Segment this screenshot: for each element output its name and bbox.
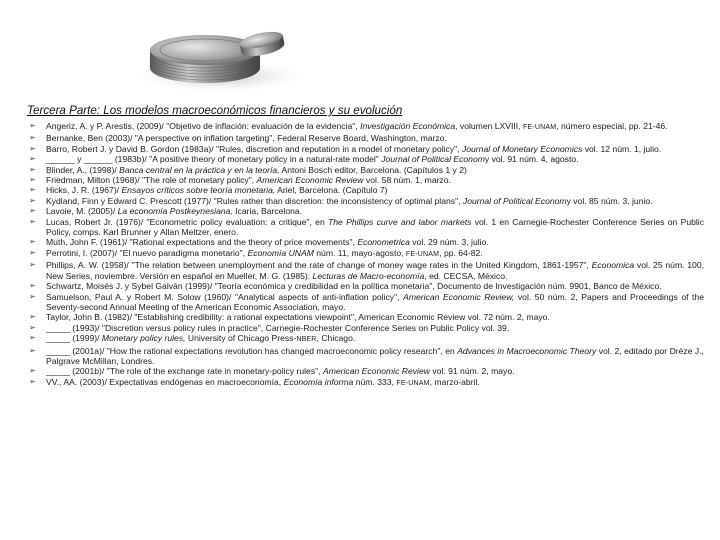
reference-text: vol. 29 núm. 3, julio. xyxy=(409,237,489,248)
arrow-bullet-icon: ➢ xyxy=(29,237,36,247)
arrow-bullet-icon: ➢ xyxy=(29,376,36,386)
reference-text: vol. 50 núm. 2, Papers and Proceedings of the Seventy-second Annual Meeting of the American Economic Association, mayo. xyxy=(46,291,704,312)
reference-title: American Economic Review xyxy=(322,366,430,377)
reference-text: Hicks, J. R. (1967)/ xyxy=(46,185,122,196)
reference-text: , ed. CECSA, México. xyxy=(424,270,508,281)
reference-item xyxy=(29,175,704,186)
reference-list xyxy=(29,121,705,389)
reference-title: Econometrica xyxy=(357,237,410,248)
reference-item xyxy=(29,121,704,133)
arrow-bullet-icon: ➢ xyxy=(29,322,36,332)
arrow-bullet-icon: ➢ xyxy=(29,154,36,164)
reference-title: La economía Postkeynesiana, xyxy=(117,206,233,217)
reference-text: NBER xyxy=(296,336,317,344)
reference-item xyxy=(29,195,704,206)
reference-text: Samuelson, Paul A. y Robert M. Solow (1960)/ "Analytical aspects of anti-inflation policy", xyxy=(46,291,404,302)
reference-text: vol. 91 núm. 2, mayo. xyxy=(429,366,515,377)
reference-item xyxy=(29,216,705,238)
reference-text: y vol. 91 núm. 4, agosto. xyxy=(484,154,579,165)
reference-title: American Economic Review, xyxy=(403,291,515,302)
reference-item xyxy=(29,312,704,323)
reference-title: Investigación Económica xyxy=(360,121,456,131)
arrow-bullet-icon: ➢ xyxy=(29,133,36,143)
reference-text: , número especial, pp. 21-46. xyxy=(556,121,668,131)
reference-text: vol. 12 núm. 1, julio. xyxy=(582,143,662,154)
arrow-bullet-icon: ➢ xyxy=(29,260,36,270)
reference-text: _____ (2001a)/ "How the rational expectations revolution has changed macroeconomic policy research", en xyxy=(46,345,458,356)
reference-item xyxy=(29,206,704,217)
reference-item xyxy=(29,143,704,154)
reference-text: University of Chicago Press- xyxy=(185,333,297,344)
reference-text: Barro, Robert J. y David B. Gordon (1983a)/ "Rules, discretion and reputation in a model of monetary policy", xyxy=(46,143,462,154)
reference-text: vol. 2, editado por Drèze J., Palgrave McMillan, Londres. xyxy=(46,345,704,366)
reference-title: Ensayos críticos sobre teoría monetaria, xyxy=(121,185,276,196)
reference-item xyxy=(29,376,704,389)
reference-text: Phillips, A. W. (1958)/ "The relation between unemployment and the rate of change of money wage rates in the United Kingdom, 1861-1957", xyxy=(46,260,592,271)
reference-text: Icaria, Barcelona. xyxy=(232,206,303,217)
arrow-bullet-icon: ➢ xyxy=(29,206,36,216)
reference-text: y vol. 85 núm. 3, junio. xyxy=(566,195,653,206)
arrow-bullet-icon: ➢ xyxy=(29,195,36,205)
arrow-bullet-icon: ➢ xyxy=(29,366,36,376)
arrow-bullet-icon: ➢ xyxy=(29,121,36,130)
reference-item xyxy=(29,247,704,260)
reference-text: FE-UNAM xyxy=(405,250,440,258)
reference-text: Taylor, John B. (1982)/ "Establishing credibility: a rational expectations viewpoint", American Economic Review vol. 72 núm. 2, mayo. xyxy=(46,312,550,323)
reference-title: American Economic Review xyxy=(256,175,364,186)
arrow-bullet-icon: ➢ xyxy=(29,345,36,355)
coin-stack-image xyxy=(110,4,310,99)
reference-text: Blinder, A., (1998)/ xyxy=(46,164,120,175)
reference-item xyxy=(29,291,704,313)
reference-item xyxy=(29,164,704,175)
reference-text: ______ y ______ (1983b)/ "A positive theory of monetary policy in a natural-rate model" xyxy=(46,154,382,165)
reference-item xyxy=(29,154,704,165)
reference-title: Monetary policy rules, xyxy=(101,333,186,344)
reference-text: Ariel, Barcelona. (Capítulo 7) xyxy=(275,185,388,196)
reference-title: Banca central en la práctica y en la teoría, xyxy=(119,164,280,175)
reference-title: Journal of Monetary Economics xyxy=(461,143,583,154)
reference-text: Lucas, Robert Jr. (1976)/ "Econometric policy evaluation: a critique", en xyxy=(46,216,328,227)
reference-title: Economía UNAM xyxy=(247,247,314,258)
reference-title: Journal of Political Econom xyxy=(381,154,485,165)
arrow-bullet-icon: ➢ xyxy=(29,175,36,185)
reference-title: Lecturas de Macro-economía xyxy=(312,270,425,281)
reference-text: FE-UNAM xyxy=(522,124,557,131)
reference-text: Kydland, Finn y Edward C. Prescott (1977)/ "Rules rather than discretion: the inconsistency of optimal plans", xyxy=(46,195,463,206)
reference-text: Bernanke, Ben (2003)/ "A perspective on inflation targeting", Federal Reserve Board, Washington, marzo. xyxy=(46,133,447,144)
reference-text: , marzo-abril. xyxy=(429,376,480,387)
reference-text: Friedman, Milton (1968)/ "The role of monetary policy", xyxy=(46,175,257,186)
reference-text: , volumen LXVIII, xyxy=(455,121,523,131)
reference-title: The Phillips curve and labor markets xyxy=(328,216,472,227)
reference-item xyxy=(29,345,704,367)
arrow-bullet-icon: ➢ xyxy=(29,185,36,195)
arrow-bullet-icon: ➢ xyxy=(29,312,36,322)
reference-title: Economía informa xyxy=(283,376,354,387)
reference-title: Advances in Macroeconomic Theory xyxy=(457,345,597,356)
reference-text: vol. 1 en Carnegie-Rochester Conference Series on Public Policy, comps. Karl Brunner y Allan Meltzer, enero. xyxy=(46,216,705,238)
reference-text: Muth, John F. (1961)/ "Rational expectations and the theory of price movements", xyxy=(46,237,358,248)
reference-text: vol. 25 núm. 100, New Series, noviembre. Versión en español en Mueller, M. G. (1985): xyxy=(46,260,704,281)
reference-item xyxy=(29,366,704,377)
arrow-bullet-icon: ➢ xyxy=(29,216,36,226)
reference-item xyxy=(29,260,704,281)
reference-text: núm. 333, xyxy=(353,376,397,387)
arrow-bullet-icon: ➢ xyxy=(29,247,36,257)
reference-text: Lavoie, M. (2005)/ xyxy=(46,206,118,217)
arrow-bullet-icon: ➢ xyxy=(29,291,36,301)
reference-text: Perrotini, I. (2007)/ "El nuevo paradigma monetario", xyxy=(46,247,248,258)
reference-title: Journal of Political Econom xyxy=(462,195,567,206)
reference-text: FE-UNAM xyxy=(396,379,430,387)
arrow-bullet-icon: ➢ xyxy=(29,333,36,343)
reference-text: Antoni Bosch editor, Barcelona. (Capítulos 1 y 2) xyxy=(279,164,467,175)
reference-title: Economica xyxy=(591,260,635,271)
reference-text: , pp. 64-82. xyxy=(439,247,483,258)
reference-text: , Chicago. xyxy=(316,333,356,344)
reference-item xyxy=(29,281,704,292)
reference-text: núm. 11, mayo-agosto, xyxy=(313,247,406,258)
reference-item xyxy=(29,322,704,333)
arrow-bullet-icon: ➢ xyxy=(29,143,36,153)
reference-item xyxy=(29,333,704,345)
reference-item xyxy=(29,133,704,144)
reference-text: VV., AA. (2003)/ Expectativas endógenas en macroeconomía, xyxy=(46,376,284,387)
reference-item xyxy=(29,237,704,248)
reference-text: _____ (2001b)/ "The role of the exchange rate in monetary-policy rules", xyxy=(46,366,323,377)
reference-text: vol. 58 núm. 1, marzo. xyxy=(363,175,451,186)
reference-text: Schwartz, Moisés J. y Sybel Galván (1999)/ "Teoría económica y credibilidad en la política monetaria", Documento de Investigación núm. 9901, Banco de México. xyxy=(46,281,662,292)
reference-item xyxy=(29,185,704,196)
section-title: Tercera Parte: Los modelos macroeconómicos financieros y su evolución xyxy=(27,104,403,117)
reference-text: _____ (1993)/ "Discretion versus policy rules in practice", Carnegie-Rochester Conference Series on Public Policy vol. 39. xyxy=(46,322,510,333)
reference-text: Angeriz, A. y P. Arestis, (2009)/ "Objetivo de inflación: evaluación de la evidencia", xyxy=(46,121,361,131)
arrow-bullet-icon: ➢ xyxy=(29,164,36,174)
reference-text: _____ (1999)/ xyxy=(46,333,102,344)
arrow-bullet-icon: ➢ xyxy=(29,281,36,291)
